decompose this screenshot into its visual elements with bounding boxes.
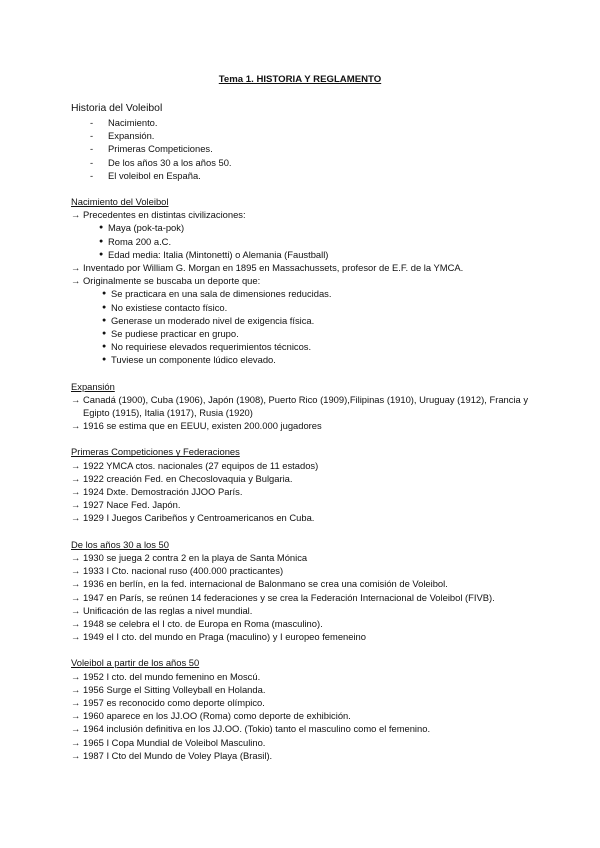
section-heading: Nacimiento del Voleibol — [71, 196, 169, 208]
civilizations-list — [71, 221, 541, 261]
arrow-line: → Precedentes en distintas civilizaciones: — [71, 208, 541, 221]
arrow-line: → 1933 I Cto. nacional ruso (400.000 practicantes) — [71, 564, 541, 577]
arrow-line: → 1987 I Cto del Mundo de Voley Playa (Brasil). — [71, 749, 541, 762]
document-content — [71, 102, 541, 762]
list-item: ● Edad media: Italia (Mintonetti) o Alemania (Faustball) — [108, 248, 541, 261]
arrow-line: → Inventado por William G. Morgan en 1895 en Massachussets, profesor de E.F. de la YMCA. — [71, 261, 541, 274]
arrow-line: → 1922 creación Fed. en Checoslovaquia y Bulgaria. — [71, 472, 541, 485]
list-item: - El voleibol en España. — [71, 169, 541, 182]
arrow-line: → 1948 se celebra el I cto. de Europa en Roma (masculino). — [71, 617, 541, 630]
section-nacimiento — [71, 195, 541, 367]
arrow-line: → 1936 en berlín, en la fed. internacional de Balonmano se crea una comisión de Voleibol. — [71, 577, 541, 590]
section-anos30 — [71, 538, 541, 644]
list-item: - Nacimiento. — [71, 116, 541, 129]
arrow-line: → Originalmente se buscaba un deporte que: — [71, 274, 541, 287]
section-competiciones — [71, 445, 541, 524]
list-item: ● Generase un moderado nivel de exigencia física. — [111, 314, 541, 327]
list-item: ● No requiriese elevados requerimientos técnicos. — [111, 340, 541, 353]
list-item: ● Tuviese un componente lúdico elevado. — [111, 353, 541, 366]
list-item: - Primeras Competiciones. — [71, 142, 541, 155]
section-heading: De los años 30 a los 50 — [71, 538, 169, 550]
section-heading: Primeras Competiciones y Federaciones — [71, 446, 240, 458]
arrow-line: → 1960 aparece en los JJ.OO (Roma) como deporte de exhibición. — [71, 709, 541, 722]
requirements-list — [71, 287, 541, 366]
arrow-line: → 1930 se juega 2 contra 2 en la playa de Santa Mónica — [71, 551, 541, 564]
list-item: ● No existiese contacto físico. — [111, 301, 541, 314]
arrow-line: → 1927 Nace Fed. Japón. — [71, 498, 541, 511]
list-item: ● Se pudiese practicar en grupo. — [111, 327, 541, 340]
arrow-line: → 1965 I Copa Mundial de Voleibol Masculino. — [71, 736, 541, 749]
list-item: ● Roma 200 a.C. — [108, 235, 541, 248]
list-item: ● Se practicara en una sala de dimensiones reducidas. — [111, 287, 541, 300]
section-heading: Expansión — [71, 380, 115, 392]
arrow-line: → 1957 es reconocido como deporte olímpico. — [71, 696, 541, 709]
intro-list — [71, 116, 541, 182]
list-item: - Expansión. — [71, 129, 541, 142]
arrow-line: → 1916 se estima que en EEUU, existen 200.000 jugadores — [71, 419, 541, 432]
arrow-line: → Canadá (1900), Cuba (1906), Japón (1908), Puerto Rico (1909),Filipinas (1910), Uruguay (1912), Francia y Egipto (1915), Italia (1917), Rusia (1920) — [71, 393, 541, 419]
list-item: - De los años 30 a los años 50. — [71, 156, 541, 169]
list-item: ● Maya (pok-ta-pok) — [108, 221, 541, 234]
arrow-line: → 1949 el I cto. del mundo en Praga (maculino) y I europeo femeneino — [71, 630, 541, 643]
arrow-line: → 1952 I cto. del mundo femenino en Moscú. — [71, 670, 541, 683]
arrow-line: → 1929 I Juegos Caribeños y Centroamericanos en Cuba. — [71, 511, 541, 524]
section-anos50 — [71, 656, 541, 762]
arrow-line: → 1964 inclusión definitiva en los JJ.OO. (Tokio) tanto el masculino como el femenino. — [71, 722, 541, 735]
section-expansion — [71, 380, 541, 433]
arrow-line: → Unificación de las reglas a nivel mundial. — [71, 604, 541, 617]
arrow-line: → 1922 YMCA ctos. nacionales (27 equipos de 11 estados) — [71, 459, 541, 472]
intro-heading: Historia del Voleibol — [71, 103, 163, 114]
arrow-line: → 1956 Surge el Sitting Volleyball en Holanda. — [71, 683, 541, 696]
page-title: Tema 1. HISTORIA Y REGLAMENTO — [218, 74, 382, 85]
arrow-line: → 1924 Dxte. Demostración JJOO París. — [71, 485, 541, 498]
section-heading: Voleibol a partir de los años 50 — [71, 657, 200, 669]
arrow-line: → 1947 en París, se reúnen 14 federaciones y se crea la Federación Internacional de Voleibol (FIVB). — [71, 591, 541, 604]
